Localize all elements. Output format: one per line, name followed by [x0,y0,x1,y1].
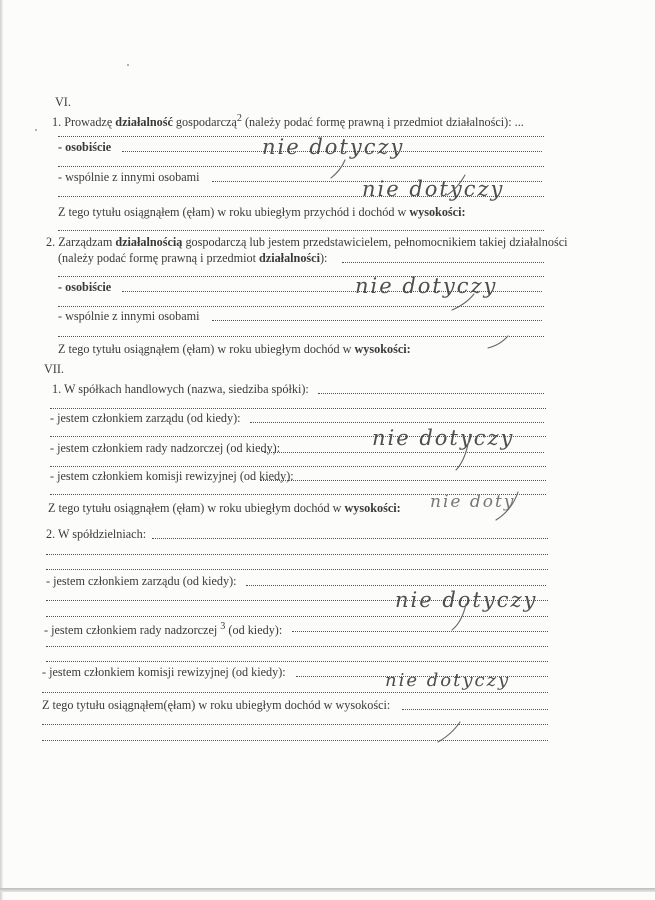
s7-item1-income-bold: wysokości: [344,501,401,515]
s6-item1-personal-label: - osobiście [58,140,112,154]
s7-item1-audit-label: - jestem członkiem komisji rewizyjnej (od kiedy): [50,469,294,483]
scan-speck [35,129,37,131]
s7-item2-supervisory-text: - jestem członkiem rady nadzorczej [44,623,221,638]
handwritten-entry: nie dotyczy [372,426,515,450]
s6-item2-personal-label: - osobiście [58,280,112,294]
s7-item2-title: 2. W spółdzielniach: [46,527,147,541]
handwritten-entry: nie doty [430,492,516,512]
s7-item2-audit-label: - jestem członkiem komisji rewizyjnej (od kiedy): [42,665,286,679]
s7-item1-income-text: Z tego tytułu osiągnąłem (ęłam) w roku ubiegłym dochód w [48,501,345,515]
s6-item1-jointly-label: - wspólnie z innymi osobami [58,170,200,184]
handwritten-entry: nie dotyczy [262,135,405,159]
s6-item2-bold: działalnością [115,235,183,249]
s6-item2-line2-bold: działalności [259,251,320,265]
s6-item2-rest: gospodarczą lub jestem przedstawicielem, pełnomocnikiem takiej działalności [182,235,568,249]
handwritten-entry: nie dotyczy [362,177,505,201]
s6-item1-prefix: 1. Prowadzę [52,115,116,130]
scan-bottom-edge [0,888,655,892]
s7-item2-income: Z tego tytułu osiągnąłem(ęłam) w roku ubiegłym dochód w wysokości: [42,698,391,712]
s7-item1-board-label: - jestem członkiem zarządu (od kiedy): [50,411,241,425]
s6-item2-income-text: Z tego tytułu osiągnąłem (ęłam) w roku ubiegłym dochód w [58,342,355,356]
handwritten-entry: nie dotyczy [355,274,498,298]
section-7-heading: VII. [44,362,64,376]
s6-footnote-2: 2 [236,113,242,124]
s7-item1-supervisory-label: - jestem członkiem rady nadzorczej (od kiedy): [50,441,281,455]
section-6-heading: VI. [55,95,71,109]
s6-item1-rest: (należy podać formę prawną i przedmiot działalności): ... [241,115,524,130]
s6-item2-line2-end: ): [319,251,328,265]
s6-item2-jointly-label: - wspólnie z innymi osobami [58,309,200,323]
s6-item1-suffix: gospodarczą [172,115,237,130]
s6-item1-bold: działalność [115,115,173,130]
scan-speck [127,64,129,66]
s6-item1-income-bold: wysokości: [409,205,466,219]
s6-item2-prefix: 2. Zarządzam [46,235,116,249]
s7-item2-board-label: - jestem członkiem zarządu (od kiedy): [46,574,237,588]
s6-item2-income-bold: wysokości: [354,342,411,356]
s6-item1-income-text: Z tego tytułu osiągnąłem (ęłam) w roku ubiegłym przychód i dochód w [58,205,410,219]
s6-item2-line2: (należy podać formę prawną i przedmiot [58,251,260,265]
s7-item1-title: 1. W spółkach handlowych (nazwa, siedziba spółki): [52,382,309,396]
s7-item2-supervisory-end: (od kiedy): [225,623,283,638]
handwritten-entry: nie dotyczy [395,588,538,612]
s7-footnote-3: 3 [220,621,226,632]
handwritten-entry: nie dotyczy [385,670,511,691]
